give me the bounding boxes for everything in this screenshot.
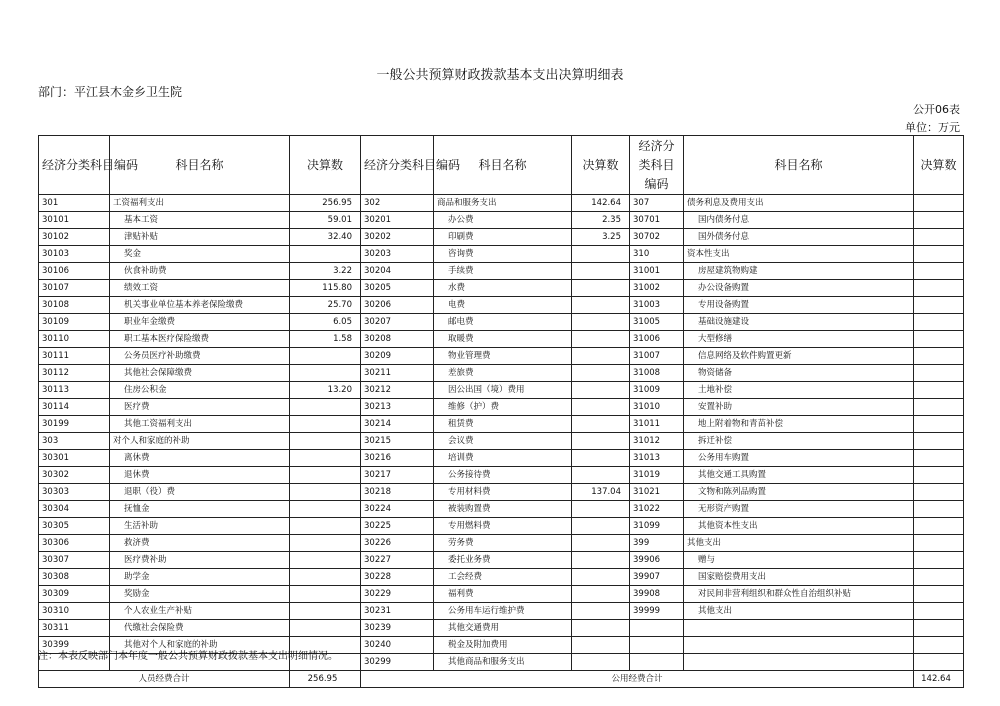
table-row — [39, 331, 964, 348]
cell-code: 30202 — [361, 229, 434, 246]
table-row — [39, 552, 964, 569]
cell-code: 30306 — [39, 535, 110, 552]
cell-name: 物业管理费 — [434, 348, 572, 365]
cell-code: 31013 — [630, 450, 684, 467]
table-row — [39, 263, 964, 280]
cell-name: 租赁费 — [434, 416, 572, 433]
table-row — [39, 212, 964, 229]
cell-name: 抚恤金 — [110, 501, 290, 518]
cell-name: 公务接待费 — [434, 467, 572, 484]
cell-amount — [572, 620, 630, 637]
cell-amount — [914, 450, 964, 467]
cell-amount — [572, 501, 630, 518]
cell-code: 30304 — [39, 501, 110, 518]
cell-name: 津贴补贴 — [110, 229, 290, 246]
cell-amount — [290, 467, 361, 484]
cell-code: 30211 — [361, 365, 434, 382]
department-label: 部门：平江县木金乡卫生院 — [38, 85, 183, 99]
cell-code — [630, 637, 684, 654]
cell-name: 专用燃料费 — [434, 518, 572, 535]
cell-amount — [914, 280, 964, 297]
cell-code: 31019 — [630, 467, 684, 484]
cell-amount — [914, 399, 964, 416]
cell-amount — [914, 348, 964, 365]
cell-code: 30308 — [39, 569, 110, 586]
cell-code — [630, 620, 684, 637]
table-code: 公开06表 — [913, 103, 960, 116]
cell-code: 31010 — [630, 399, 684, 416]
cell-amount — [914, 297, 964, 314]
cell-name: 其他交通工具购置 — [684, 467, 914, 484]
cell-name: 专用材料费 — [434, 484, 572, 501]
cell-amount — [914, 382, 964, 399]
cell-name: 工会经费 — [434, 569, 572, 586]
header-code-2: 经济分类科目编码 — [361, 136, 434, 195]
cell-code: 30110 — [39, 331, 110, 348]
cell-code: 31008 — [630, 365, 684, 382]
cell-amount — [290, 586, 361, 603]
cell-name: 代缴社会保险费 — [110, 620, 290, 637]
cell-amount — [914, 501, 964, 518]
cell-name: 公务用车运行维护费 — [434, 603, 572, 620]
personnel-total-value: 256.95 — [290, 671, 361, 688]
cell-name: 债务利息及费用支出 — [684, 195, 914, 212]
cell-name: 医疗费 — [110, 399, 290, 416]
cell-name: 基础设施建设 — [684, 314, 914, 331]
cell-code: 30207 — [361, 314, 434, 331]
cell-amount — [914, 654, 964, 671]
cell-name: 办公费 — [434, 212, 572, 229]
cell-amount — [572, 297, 630, 314]
cell-code: 31011 — [630, 416, 684, 433]
cell-amount — [914, 569, 964, 586]
cell-code: 30311 — [39, 620, 110, 637]
table-row — [39, 246, 964, 263]
cell-amount: 6.05 — [290, 314, 361, 331]
cell-amount: 3.25 — [572, 229, 630, 246]
cell-amount — [572, 263, 630, 280]
table-row — [39, 603, 964, 620]
cell-name: 其他交通费用 — [434, 620, 572, 637]
table-row — [39, 416, 964, 433]
cell-amount — [914, 586, 964, 603]
cell-amount: 59.01 — [290, 212, 361, 229]
cell-code: 31002 — [630, 280, 684, 297]
cell-code: 30226 — [361, 535, 434, 552]
cell-code: 30106 — [39, 263, 110, 280]
cell-name: 国内债务付息 — [684, 212, 914, 229]
table-row — [39, 365, 964, 382]
header-amount-1: 决算数 — [290, 136, 361, 195]
cell-name: 绩效工资 — [110, 280, 290, 297]
cell-code: 30225 — [361, 518, 434, 535]
cell-amount — [290, 620, 361, 637]
header-code-1: 经济分类科目编码 — [39, 136, 110, 195]
cell-code: 31099 — [630, 518, 684, 535]
cell-name: 信息网络及软件购置更新 — [684, 348, 914, 365]
cell-name: 税金及附加费用 — [434, 637, 572, 654]
cell-amount: 1.58 — [290, 331, 361, 348]
cell-code: 30203 — [361, 246, 434, 263]
cell-name: 安置补助 — [684, 399, 914, 416]
cell-code: 30201 — [361, 212, 434, 229]
cell-amount — [572, 603, 630, 620]
cell-code: 30206 — [361, 297, 434, 314]
cell-name — [684, 620, 914, 637]
cell-name: 电费 — [434, 297, 572, 314]
table-row — [39, 195, 964, 212]
cell-code: 30111 — [39, 348, 110, 365]
cell-amount — [914, 484, 964, 501]
cell-name: 其他资本性支出 — [684, 518, 914, 535]
public-total-label: 公用经费合计 — [361, 671, 914, 688]
cell-code: 30309 — [39, 586, 110, 603]
cell-name: 其他支出 — [684, 535, 914, 552]
cell-amount — [572, 569, 630, 586]
cell-name: 其他工资福利支出 — [110, 416, 290, 433]
cell-code: 31007 — [630, 348, 684, 365]
cell-amount — [572, 365, 630, 382]
cell-amount — [572, 433, 630, 450]
cell-amount — [914, 314, 964, 331]
cell-amount — [290, 365, 361, 382]
cell-amount: 13.20 — [290, 382, 361, 399]
cell-amount: 142.64 — [572, 195, 630, 212]
table-row — [39, 535, 964, 552]
cell-amount — [914, 467, 964, 484]
cell-name: 劳务费 — [434, 535, 572, 552]
cell-amount — [914, 552, 964, 569]
cell-code — [630, 654, 684, 671]
cell-name: 工资福利支出 — [110, 195, 290, 212]
cell-amount — [290, 433, 361, 450]
cell-name: 会议费 — [434, 433, 572, 450]
cell-name: 公务用车购置 — [684, 450, 914, 467]
table-row — [39, 586, 964, 603]
cell-name: 离休费 — [110, 450, 290, 467]
cell-amount — [572, 518, 630, 535]
cell-amount — [914, 246, 964, 263]
cell-name: 住房公积金 — [110, 382, 290, 399]
header-name-1: 科目名称 — [110, 136, 290, 195]
cell-amount — [290, 348, 361, 365]
cell-amount — [914, 603, 964, 620]
cell-name — [684, 637, 914, 654]
cell-code: 307 — [630, 195, 684, 212]
cell-name: 国外债务付息 — [684, 229, 914, 246]
table-row — [39, 382, 964, 399]
cell-code: 39999 — [630, 603, 684, 620]
cell-code: 30228 — [361, 569, 434, 586]
cell-code: 31021 — [630, 484, 684, 501]
cell-name: 差旅费 — [434, 365, 572, 382]
cell-amount — [914, 620, 964, 637]
cell-code: 39907 — [630, 569, 684, 586]
cell-code: 30113 — [39, 382, 110, 399]
cell-code: 31012 — [630, 433, 684, 450]
cell-code: 30108 — [39, 297, 110, 314]
table-row — [39, 484, 964, 501]
cell-code: 31009 — [630, 382, 684, 399]
cell-amount — [914, 263, 964, 280]
table-row — [39, 280, 964, 297]
cell-name: 其他商品和服务支出 — [434, 654, 572, 671]
cell-name: 被装购置费 — [434, 501, 572, 518]
cell-amount — [572, 314, 630, 331]
cell-name: 个人农业生产补贴 — [110, 603, 290, 620]
cell-name: 物资储备 — [684, 365, 914, 382]
cell-name: 伙食补助费 — [110, 263, 290, 280]
table-row — [39, 297, 964, 314]
cell-name: 专用设备购置 — [684, 297, 914, 314]
cell-name: 商品和服务支出 — [434, 195, 572, 212]
cell-code: 30209 — [361, 348, 434, 365]
cell-code: 30214 — [361, 416, 434, 433]
cell-amount — [914, 331, 964, 348]
cell-code: 30239 — [361, 620, 434, 637]
table-row — [39, 399, 964, 416]
cell-amount — [290, 603, 361, 620]
cell-amount — [572, 399, 630, 416]
cell-amount — [290, 569, 361, 586]
cell-name: 其他支出 — [684, 603, 914, 620]
cell-amount — [290, 246, 361, 263]
totals-row — [39, 671, 964, 688]
cell-amount — [572, 331, 630, 348]
cell-code: 30101 — [39, 212, 110, 229]
cell-amount: 137.04 — [572, 484, 630, 501]
cell-name: 水费 — [434, 280, 572, 297]
cell-amount — [290, 501, 361, 518]
cell-amount — [572, 348, 630, 365]
table-header-row — [39, 136, 964, 195]
cell-code: 30205 — [361, 280, 434, 297]
cell-name: 因公出国（境）费用 — [434, 382, 572, 399]
cell-amount — [914, 229, 964, 246]
cell-code: 30107 — [39, 280, 110, 297]
header-code-3: 经济分类科目编码 — [630, 136, 684, 195]
cell-name: 奖励金 — [110, 586, 290, 603]
cell-code: 30103 — [39, 246, 110, 263]
personnel-total-label: 人员经费合计 — [39, 671, 290, 688]
cell-amount: 256.95 — [290, 195, 361, 212]
cell-name: 土地补偿 — [684, 382, 914, 399]
cell-code: 30310 — [39, 603, 110, 620]
cell-code: 30701 — [630, 212, 684, 229]
cell-name: 对民间非营利组织和群众性自治组织补贴 — [684, 586, 914, 603]
cell-amount — [914, 212, 964, 229]
table-row — [39, 433, 964, 450]
cell-amount: 32.40 — [290, 229, 361, 246]
cell-code: 30212 — [361, 382, 434, 399]
cell-amount — [572, 654, 630, 671]
cell-code: 30102 — [39, 229, 110, 246]
cell-name: 地上附着物和青苗补偿 — [684, 416, 914, 433]
cell-name: 福利费 — [434, 586, 572, 603]
header-name-3: 科目名称 — [684, 136, 914, 195]
cell-amount — [572, 416, 630, 433]
cell-code: 31003 — [630, 297, 684, 314]
cell-code: 30301 — [39, 450, 110, 467]
table-row — [39, 348, 964, 365]
page-title: 一般公共预算财政拨款基本支出决算明细表 — [376, 68, 624, 83]
cell-amount — [290, 399, 361, 416]
table-row — [39, 467, 964, 484]
cell-code: 30218 — [361, 484, 434, 501]
cell-name: 维修（护）费 — [434, 399, 572, 416]
cell-code: 30240 — [361, 637, 434, 654]
cell-name: 手续费 — [434, 263, 572, 280]
cell-name: 基本工资 — [110, 212, 290, 229]
cell-code: 30299 — [361, 654, 434, 671]
cell-code: 39906 — [630, 552, 684, 569]
cell-amount — [572, 637, 630, 654]
cell-code: 30305 — [39, 518, 110, 535]
cell-amount — [914, 433, 964, 450]
cell-code: 30231 — [361, 603, 434, 620]
cell-amount — [914, 416, 964, 433]
cell-name: 其他社会保障缴费 — [110, 365, 290, 382]
cell-amount: 115.80 — [290, 280, 361, 297]
cell-name: 大型修缮 — [684, 331, 914, 348]
table-row — [39, 518, 964, 535]
cell-code: 310 — [630, 246, 684, 263]
cell-amount — [290, 518, 361, 535]
cell-amount — [914, 518, 964, 535]
cell-code: 31005 — [630, 314, 684, 331]
cell-name: 退休费 — [110, 467, 290, 484]
cell-name: 无形资产购置 — [684, 501, 914, 518]
cell-code: 30229 — [361, 586, 434, 603]
cell-amount — [572, 246, 630, 263]
table-row — [39, 569, 964, 586]
cell-amount — [572, 450, 630, 467]
expenditure-table — [38, 135, 964, 688]
cell-amount — [914, 365, 964, 382]
cell-name: 拆迁补偿 — [684, 433, 914, 450]
cell-amount — [290, 416, 361, 433]
cell-amount: 3.22 — [290, 263, 361, 280]
cell-name: 资本性支出 — [684, 246, 914, 263]
cell-amount — [290, 484, 361, 501]
cell-amount: 2.35 — [572, 212, 630, 229]
cell-amount — [572, 382, 630, 399]
cell-code: 30224 — [361, 501, 434, 518]
table-row — [39, 450, 964, 467]
cell-name: 印刷费 — [434, 229, 572, 246]
table-row — [39, 229, 964, 246]
cell-amount — [572, 552, 630, 569]
cell-code: 30227 — [361, 552, 434, 569]
cell-code: 30399 — [39, 637, 110, 654]
cell-code: 30217 — [361, 467, 434, 484]
cell-code: 30112 — [39, 365, 110, 382]
cell-code: 302 — [361, 195, 434, 212]
cell-code: 30199 — [39, 416, 110, 433]
cell-code: 30215 — [361, 433, 434, 450]
cell-name: 取暖费 — [434, 331, 572, 348]
cell-name: 房屋建筑物购建 — [684, 263, 914, 280]
cell-code: 31001 — [630, 263, 684, 280]
cell-code: 30204 — [361, 263, 434, 280]
header-amount-3: 决算数 — [914, 136, 964, 195]
cell-amount — [914, 535, 964, 552]
public-total-value: 142.64 — [914, 671, 964, 688]
cell-name — [684, 654, 914, 671]
cell-name: 助学金 — [110, 569, 290, 586]
cell-name: 公务员医疗补助缴费 — [110, 348, 290, 365]
cell-name: 文物和陈列品购置 — [684, 484, 914, 501]
cell-code: 30302 — [39, 467, 110, 484]
cell-amount — [914, 195, 964, 212]
cell-name: 邮电费 — [434, 314, 572, 331]
cell-amount — [572, 535, 630, 552]
table-row — [39, 620, 964, 637]
cell-code: 39908 — [630, 586, 684, 603]
cell-code: 30208 — [361, 331, 434, 348]
cell-name: 赠与 — [684, 552, 914, 569]
cell-name: 退职（役）费 — [110, 484, 290, 501]
cell-code: 301 — [39, 195, 110, 212]
cell-code: 30307 — [39, 552, 110, 569]
cell-amount — [290, 535, 361, 552]
cell-name: 培训费 — [434, 450, 572, 467]
unit-label: 单位：万元 — [905, 121, 960, 134]
header-name-2: 科目名称 — [434, 136, 572, 195]
cell-amount: 25.70 — [290, 297, 361, 314]
cell-code: 30216 — [361, 450, 434, 467]
cell-code: 31022 — [630, 501, 684, 518]
cell-code: 30114 — [39, 399, 110, 416]
cell-code: 30109 — [39, 314, 110, 331]
cell-amount — [572, 467, 630, 484]
cell-name: 国家赔偿费用支出 — [684, 569, 914, 586]
footnote: 注：本表反映部门本年度一般公共预算财政拨款基本支出明细情况。 — [38, 651, 338, 662]
cell-amount — [290, 450, 361, 467]
cell-code: 30702 — [630, 229, 684, 246]
cell-amount — [914, 637, 964, 654]
cell-name: 职业年金缴费 — [110, 314, 290, 331]
cell-name: 办公设备购置 — [684, 280, 914, 297]
cell-amount — [572, 586, 630, 603]
cell-code: 303 — [39, 433, 110, 450]
cell-name: 生活补助 — [110, 518, 290, 535]
cell-name: 咨询费 — [434, 246, 572, 263]
cell-name: 医疗费补助 — [110, 552, 290, 569]
header-amount-2: 决算数 — [572, 136, 630, 195]
cell-code: 31006 — [630, 331, 684, 348]
cell-name: 职工基本医疗保险缴费 — [110, 331, 290, 348]
table-row — [39, 501, 964, 518]
cell-name: 奖金 — [110, 246, 290, 263]
table-row — [39, 314, 964, 331]
cell-amount — [290, 552, 361, 569]
cell-code: 30213 — [361, 399, 434, 416]
cell-amount — [572, 280, 630, 297]
cell-name: 救济费 — [110, 535, 290, 552]
cell-name: 对个人和家庭的补助 — [110, 433, 290, 450]
cell-code: 399 — [630, 535, 684, 552]
cell-name: 其他对个人和家庭的补助 — [110, 637, 290, 654]
cell-code: 30303 — [39, 484, 110, 501]
cell-name: 委托业务费 — [434, 552, 572, 569]
cell-name: 机关事业单位基本养老保险缴费 — [110, 297, 290, 314]
